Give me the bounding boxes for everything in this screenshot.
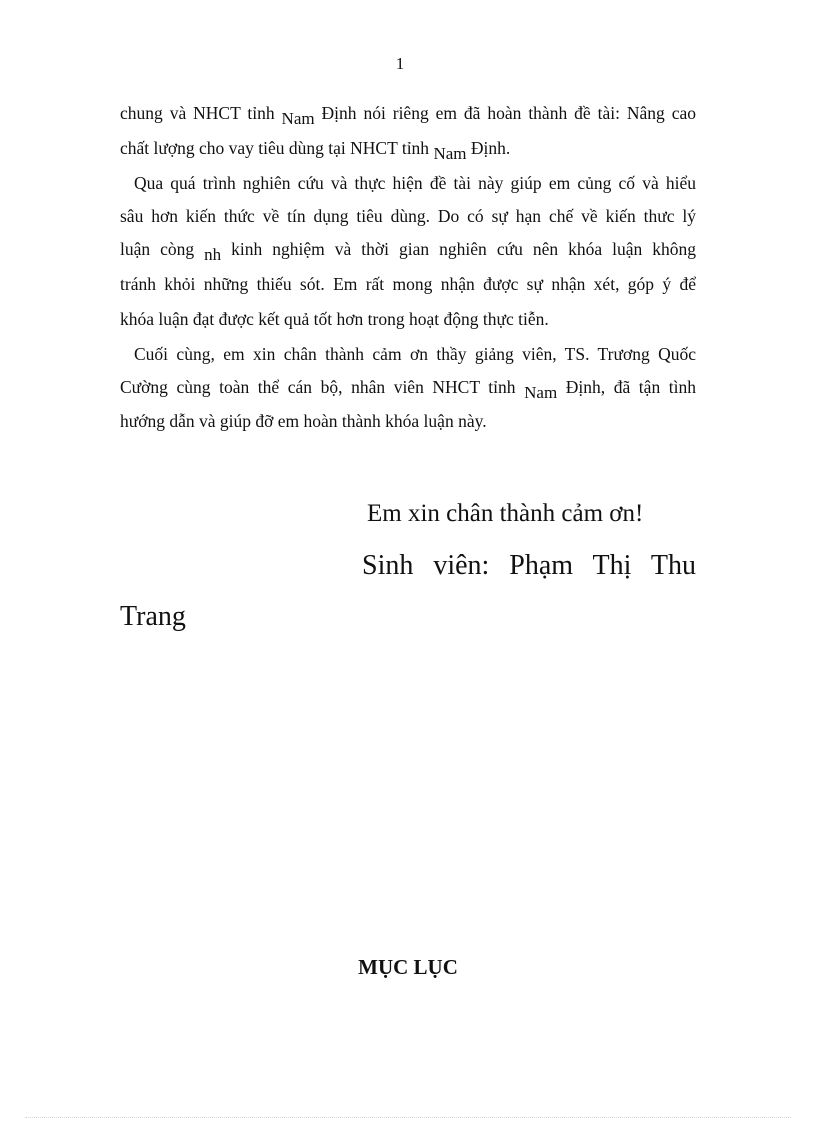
text-run: Định, đã tận tình <box>557 377 696 397</box>
text-run: Cường cùng toàn thể cán bộ, nhân viên NHCT tỉnh <box>120 377 525 397</box>
text-line <box>120 377 696 402</box>
text-run: Định nói riêng em đã hoàn thành đề tài: Nâng cao <box>314 103 696 123</box>
text-line <box>120 138 696 163</box>
signer-name: Sinh viên: Phạm Thị Thu <box>362 550 696 581</box>
text-line <box>120 344 696 365</box>
text-run-lowered: Nam <box>524 383 558 402</box>
text-line <box>120 309 696 330</box>
signer-name-continued: Trang <box>120 601 186 632</box>
text-line <box>120 274 696 295</box>
text-run: Qua quá trình nghiên cứu và thực hiện đề tài này giúp em củng cố và hiểu <box>134 173 696 193</box>
text-run: sâu hơn kiến thức về tín dụng tiêu dùng. Do có sự hạn chế về kiến thưc lý <box>120 206 696 226</box>
text-line <box>120 239 696 264</box>
toc-heading: MỤC LỤC <box>358 955 458 979</box>
text-run: chất lượng cho vay tiêu dùng tại NHCT tỉnh <box>120 138 434 158</box>
text-run: hướng dẫn và giúp đỡ em hoàn thành khóa luận này. <box>120 411 487 431</box>
text-line <box>120 173 696 194</box>
text-line <box>120 411 696 432</box>
text-line <box>120 206 696 227</box>
text-run: khóa luận đạt được kết quả tốt hơn trong hoạt động thực tiễn. <box>120 309 549 329</box>
text-run-lowered: Nam <box>433 144 467 163</box>
text-run: Định. <box>466 138 511 158</box>
text-run: chung và NHCT tỉnh <box>120 103 282 123</box>
text-run: kinh nghiệm và thời gian nghiên cứu nên khóa luận không <box>221 239 696 259</box>
text-run: tránh khỏi những thiếu sót. Em rất mong nhận được sự nhận xét, góp ý để <box>120 274 696 294</box>
page-number: 1 <box>395 54 405 73</box>
text-line <box>120 103 696 128</box>
text-run-lowered: nh <box>204 245 222 264</box>
thanks-line: Em xin chân thành cảm ơn! <box>367 500 644 527</box>
page-bottom-divider <box>25 1117 791 1118</box>
text-run: Cuối cùng, em xin chân thành cảm ơn thầy giảng viên, TS. Trương Quốc <box>134 344 696 364</box>
text-run: luận còng <box>120 239 205 259</box>
text-run-lowered: Nam <box>281 109 315 128</box>
